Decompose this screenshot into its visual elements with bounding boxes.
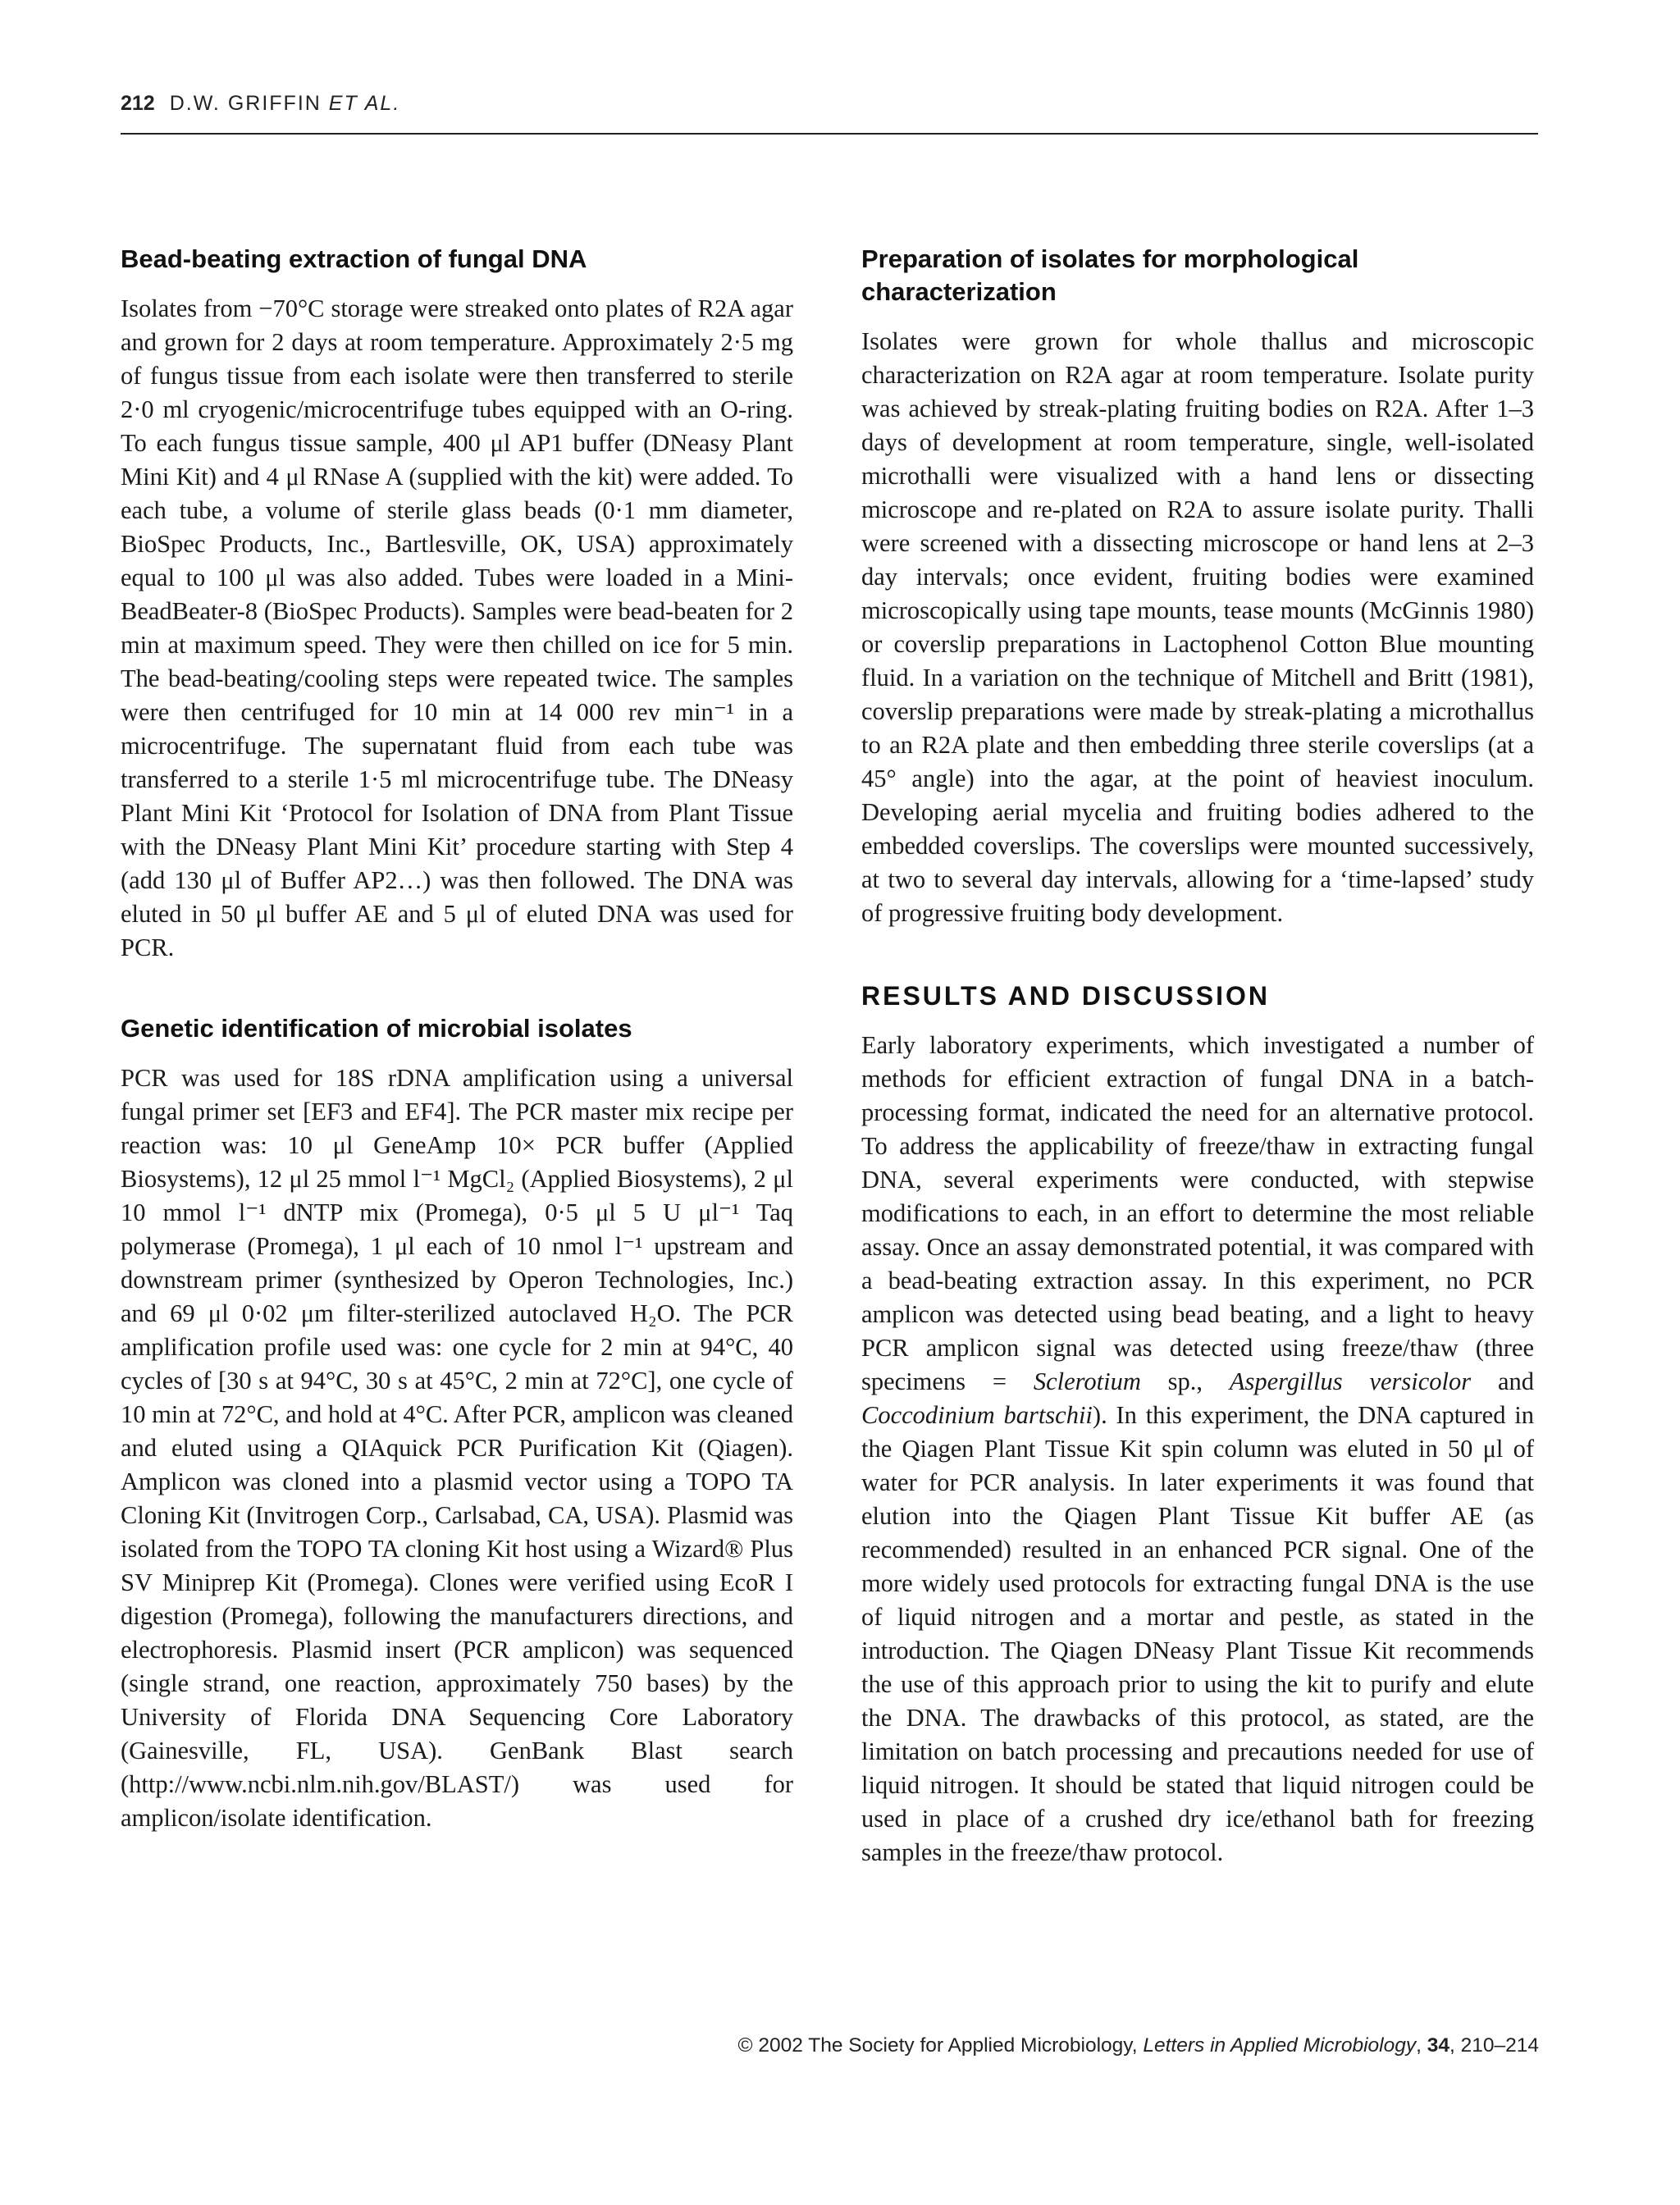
footer-pages: , 210–214 [1449,2034,1539,2057]
section-heading-genetic-identification: Genetic identification of microbial isolates [121,1014,632,1043]
section-body-results [861,1029,1534,1869]
right-column [861,243,1534,1869]
species-coccodinium: Coccodinium bartschii [861,1401,1093,1429]
left-column [121,243,793,1835]
species-aspergillus: Aspergillus versicolor [1229,1367,1472,1395]
results-text-4: ). In this experiment, the DNA captured in the Qiagen Plant Tissue Kit spin column was eluted in 50 μl of water for PCR analysis. In later experiments it was found that elution into the Qiagen Plant Tissue Kit buffer AE (as recommended) resulted in an enhanced PCR signal. One of the more widely used protocols for extracting fungal DNA is the use of liquid nitrogen and a mortar and pestle, as stated in the introduction. The Qiagen DNeasy Plant Tissue Kit recommends the use of this approach prior to using the kit to purify and elute the DNA. The drawbacks of this protocol, as stated, are the limitation on batch processing and precautions needed for use of liquid nitrogen. It should be stated that liquid nitrogen could be used in place of a crushed dry ice/ethanol bath for freezing samples in the freeze/thaw protocol. [861,1401,1534,1866]
results-text-1: Early laboratory experiments, which investigated a number of methods for efficient extraction of fungal DNA in a batch-processing format, indicated the need for an alternative protocol. To address the applicability of freeze/thaw in extracting fungal DNA, several experiments were conducted, with stepwise modifications to each, in an effort to determine the most reliable assay. Once an assay demonstrated potential, it was compared with a bead-beating extraction assay. In this experiment, no PCR amplicon was detected using bead beating, and a light to heavy PCR amplicon signal was detected using freeze/thaw (three specimens = [861,1031,1534,1395]
page-number: 212 [121,92,155,115]
footer-volume: 34 [1427,2034,1449,2057]
section-heading-morphological: Preparation of isolates for morphological characterization [861,244,1359,306]
footer-copyright: © 2002 The Society for Applied Microbiology, [737,2034,1144,2057]
section-heading-results: RESULTS AND DISCUSSION [861,981,1271,1011]
header-rule [121,133,1538,135]
footer-citation [738,2034,1539,2057]
footer-journal: Letters in Applied Microbiology [1143,2034,1417,2057]
results-text-2: sp., [1140,1367,1230,1395]
footer-sep: , [1416,2034,1427,2057]
section-body-genetic-identification: PCR was used for 18S rDNA amplification using a universal fungal primer set [EF3 and EF4]. The PCR master mix recipe per reaction was: 10 μl GeneAmp 10× PCR buffer (Applied Biosystems), 12 μl 25 mmol l⁻¹ MgCl₂ (Applied Biosystems), 2 μl 10 mmol l⁻¹ dNTP mix (Promega), 0·5 μl 5 U μl⁻¹ Taq polymerase (Promega), 1 μl each of 10 nmol l⁻¹ upstream and downstream primer (synthesized by Operon Technologies, Inc.) and 69 μl 0·02 μm filter-sterilized autoclaved H₂O. The PCR amplification profile used was: one cycle for 2 min at 94°C, 40 cycles of [30 s at 94°C, 30 s at 45°C, 2 min at 72°C], one cycle of 10 min at 72°C, and hold at 4°C. After PCR, amplicon was cleaned and eluted using a QIAquick PCR Purification Kit (Qiagen). Amplicon was cloned into a plasmid vector using a TOPO TA Cloning Kit (Invitrogen Corp., Carlsabad, CA, USA). Plasmid was isolated from the TOPO TA cloning Kit host using a Wizard® Plus SV Miniprep Kit (Promega). Clones were verified using EcoR I digestion (Promega), following the manufacturers directions, and electrophoresis. Plasmid insert (PCR amplicon) was sequenced (single strand, one reaction, approximately 750 bases) by the University of Florida DNA Sequencing Core Laboratory (Gainesville, FL, USA). GenBank Blast search (http://www.ncbi.nlm.nih.gov/BLAST/) was used for amplicon/isolate identification. [121,1064,793,1832]
running-head [121,92,400,116]
results-text-3: and [1471,1367,1534,1395]
species-sclerotium: Sclerotium [1033,1367,1141,1395]
section-heading-bead-beating: Bead-beating extraction of fungal DNA [121,244,587,273]
running-head-et-al: ET AL. [328,92,401,115]
running-head-authors: D.W. GRIFFIN [169,92,322,115]
section-body-bead-beating: Isolates from −70°C storage were streaked onto plates of R2A agar and grown for 2 days at room temperature. Approximately 2·5 mg of fungus tissue from each isolate were then transferred to sterile 2·0 ml cryogenic/microcentrifuge tubes equipped with an O-ring. To each fungus tissue sample, 400 μl AP1 buffer (DNeasy Plant Mini Kit) and 4 μl RNase A (supplied with the kit) were added. To each tube, a volume of sterile glass beads (0·1 mm diameter, BioSpec Products, Inc., Bartlesville, OK, USA) approximately equal to 100 μl was also added. Tubes were loaded in a Mini-BeadBeater-8 (BioSpec Products). Samples were bead-beaten for 2 min at maximum speed. They were then chilled on ice for 5 min. The bead-beating/cooling steps were repeated twice. The samples were then centrifuged for 10 min at 14 000 rev min⁻¹ in a microcentrifuge. The supernatant fluid from each tube was transferred to a sterile 1·5 ml microcentrifuge tube. The DNeasy Plant Mini Kit ‘Protocol for Isolation of DNA from Plant Tissue with the DNeasy Plant Mini Kit’ procedure starting with Step 4 (add 130 μl of Buffer AP2…) was then followed. The DNA was eluted in 50 μl buffer AE and 5 μl of eluted DNA was used for PCR. [121,294,793,961]
section-body-morphological: Isolates were grown for whole thallus and microscopic characterization on R2A agar at room temperature. Isolate purity was achieved by streak-plating fruiting bodies on R2A. After 1–3 days of development at room temperature, single, well-isolated microthalli were visualized with a hand lens or dissecting microscope and re-plated on R2A to assure isolate purity. Thalli were screened with a dissecting microscope or hand lens at 2–3 day intervals; once evident, fruiting bodies were examined microscopically using tape mounts, tease mounts (McGinnis 1980) or coverslip preparations in Lactophenol Cotton Blue mounting fluid. In a variation on the technique of Mitchell and Britt (1981), coverslip preparations were made by streak-plating a microthallus to an R2A plate and then embedding three sterile coverslips (at a 45° angle) into the agar, at the point of heaviest inoculum. Developing aerial mycelia and fruiting bodies adhered to the embedded coverslips. The coverslips were mounted successively, at two to several day intervals, allowing for a ‘time-lapsed’ study of progressive fruiting body development. [861,327,1534,927]
